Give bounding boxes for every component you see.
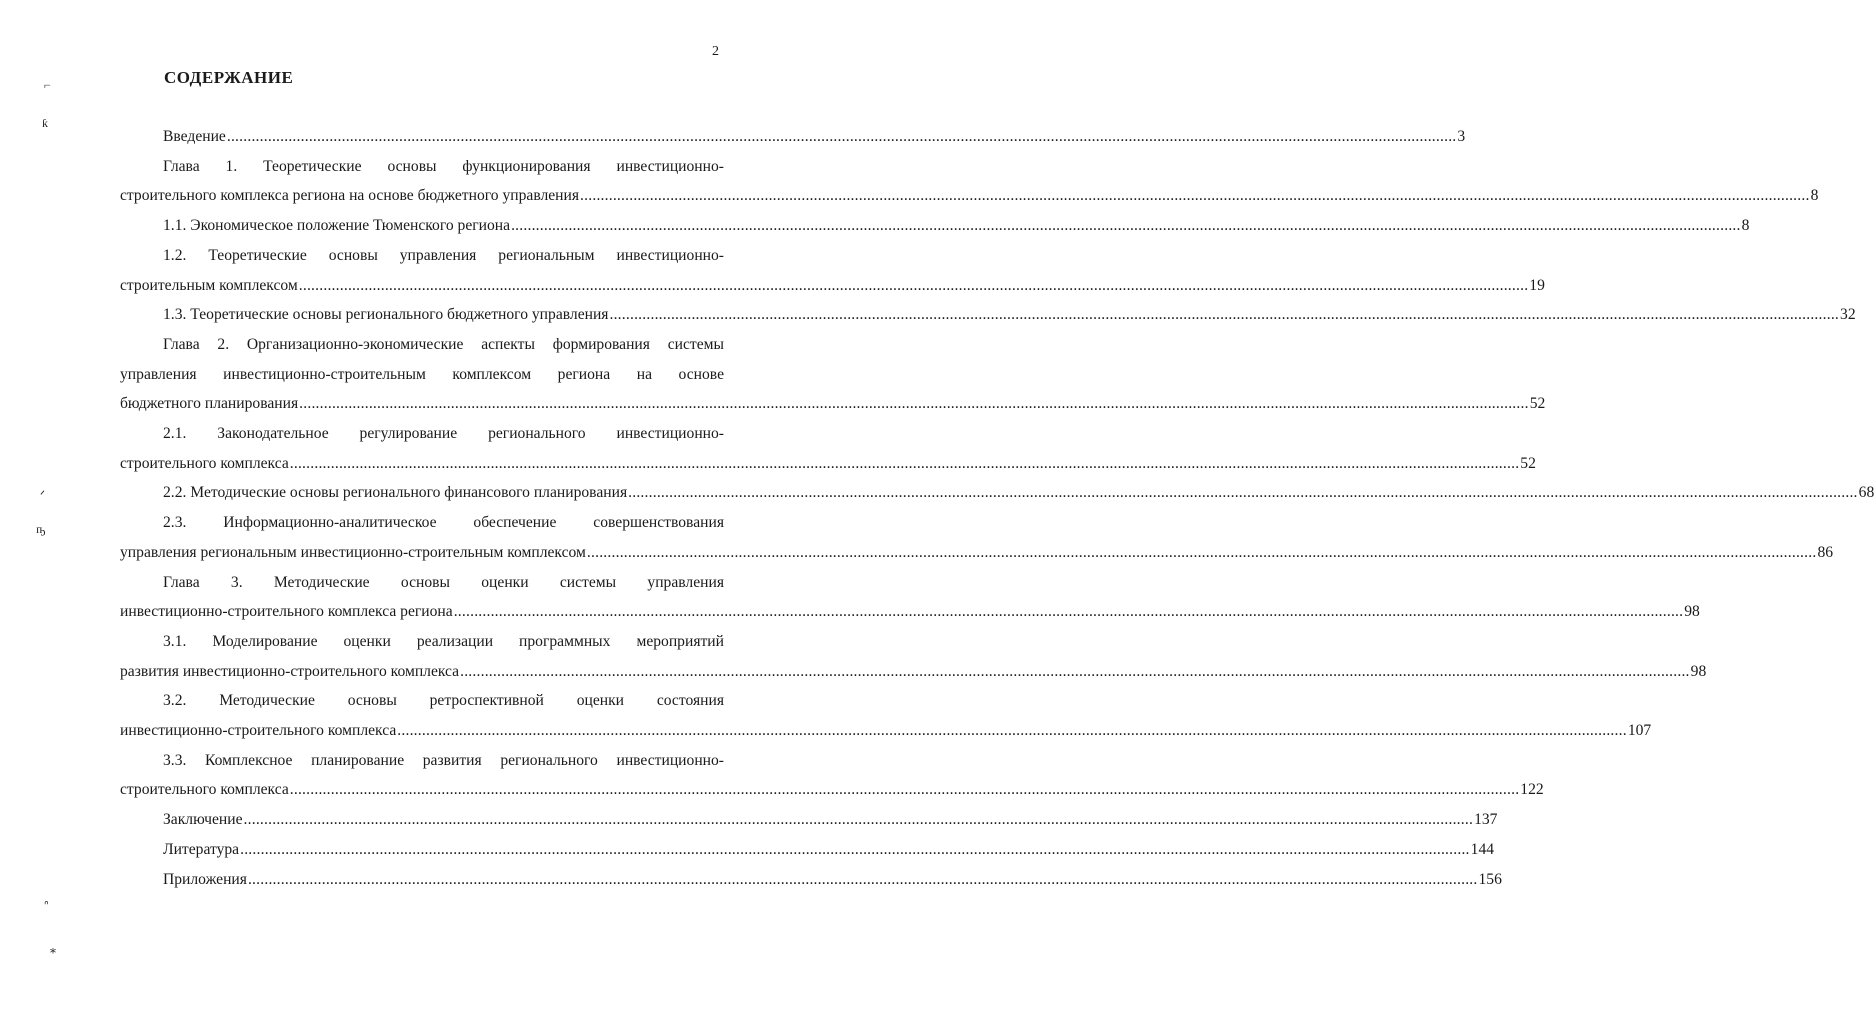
dot-leader: ............................................................................................................................................................................................................................................................................................................ — [453, 603, 1684, 621]
toc-page-number: 98 — [1684, 603, 1700, 621]
dot-leader: ............................................................................................................................................................................................................................................................................................................ — [243, 811, 1474, 829]
toc-page-number: 32 — [1840, 306, 1856, 324]
toc-entry-title: Литература — [163, 840, 240, 858]
toc-entry-title: строительного комплекса — [120, 781, 289, 799]
toc-entry-text: 3.2. Методические основы ретроспективной оценки состояния — [163, 692, 724, 710]
toc-page-number: 156 — [1478, 870, 1502, 888]
toc-entry[interactable] — [120, 300, 1856, 330]
toc-entry-text: 2.3. Информационно-аналитическое обеспечение совершенствования — [163, 514, 724, 532]
table-of-contents — [120, 122, 1874, 894]
toc-entry[interactable] — [120, 746, 1544, 805]
toc-entry-title: развития инвестиционно-строительного комплекса — [120, 662, 460, 680]
toc-page-number: 19 — [1529, 276, 1545, 294]
toc-page-number: 86 — [1817, 543, 1834, 561]
dot-leader: ............................................................................................................................................................................................................................................................................................................ — [289, 781, 1520, 799]
toc-page-number: 52 — [1529, 395, 1546, 413]
toc-entry[interactable] — [120, 152, 1819, 211]
toc-entry-title: строительного комплекса — [120, 454, 289, 472]
scan-mark: ҧ — [36, 522, 46, 536]
toc-page-number: 52 — [1520, 454, 1536, 472]
toc-entry[interactable] — [120, 835, 1495, 865]
toc-entry-title: Заключение — [163, 811, 243, 829]
dot-leader: ............................................................................................................................................................................................................................................................................................................ — [298, 276, 1529, 294]
toc-entry[interactable] — [120, 478, 1874, 508]
page-number: 2 — [712, 44, 719, 59]
toc-page-number: 98 — [1690, 662, 1707, 680]
dot-leader: ............................................................................................................................................................................................................................................................................................................ — [299, 395, 1529, 413]
toc-entry[interactable] — [120, 805, 1498, 835]
scan-mark: ƙ — [42, 116, 48, 130]
toc-page-number: 8 — [1810, 187, 1819, 205]
toc-entry-title: строительного комплекса региона на основе бюджетного управления — [120, 187, 580, 205]
toc-entry-text: 3.1. Моделирование оценки реализации программных мероприятий — [163, 632, 724, 650]
page-title: СОДЕРЖАНИЕ — [164, 68, 294, 87]
toc-entry-title: бюджетного планирования — [120, 395, 299, 413]
scan-mark: ᐢ — [44, 898, 49, 912]
toc-entry[interactable] — [120, 627, 1707, 686]
toc-entry-title: управления региональным инвестиционно-строительным комплексом — [120, 543, 586, 561]
toc-page-number: 122 — [1520, 781, 1544, 799]
toc-entry[interactable] — [120, 330, 1546, 419]
dot-leader: ............................................................................................................................................................................................................................................................................................................ — [511, 217, 1741, 235]
toc-entry-title: инвестиционно-строительного комплекса региона — [120, 603, 453, 621]
toc-page-number: 3 — [1457, 128, 1466, 145]
toc-entry[interactable] — [120, 568, 1700, 627]
dot-leader: ............................................................................................................................................................................................................................................................................................................ — [397, 722, 1627, 740]
toc-page-number: 144 — [1470, 840, 1495, 858]
toc-entry-text: 2.1. Законодательное регулирование регионального инвестиционно- — [163, 425, 724, 443]
toc-entry-text: 3.3. Комплексное планирование развития регионального инвестиционно- — [163, 751, 724, 769]
toc-entry-text: Глава 3. Методические основы оценки системы управления — [163, 573, 724, 591]
scan-mark: ᐟ — [40, 488, 46, 502]
dot-leader: ............................................................................................................................................................................................................................................................................................................ — [247, 870, 1478, 888]
toc-entry[interactable] — [120, 508, 1834, 567]
toc-entry-title: Приложения — [163, 870, 247, 888]
toc-entry[interactable] — [120, 865, 1502, 895]
toc-entry-title: 2.2. Методические основы регионального финансового планирования — [163, 484, 628, 502]
scan-mark: ⌐ — [44, 78, 51, 92]
scan-mark: ⁎ — [50, 942, 56, 956]
toc-entry-text: управления инвестиционно-строительным комплексом региона на основе — [120, 365, 724, 383]
toc-entry-title: Введение — [163, 128, 226, 145]
dot-leader: ............................................................................................................................................................................................................................................................................................................ — [586, 543, 1817, 561]
toc-entry[interactable] — [120, 241, 1545, 300]
dot-leader: ............................................................................................................................................................................................................................................................................................................ — [628, 484, 1858, 502]
dot-leader: ............................................................................................................................................................................................................................................................................................................ — [240, 840, 1470, 858]
dot-leader: ............................................................................................................................................................................................................................................................................................................ — [460, 662, 1690, 680]
toc-entry[interactable] — [120, 419, 1536, 478]
toc-entry-title: 1.1. Экономическое положение Тюменского региона — [163, 217, 511, 235]
dot-leader: ............................................................................................................................................................................................................................................................................................................ — [226, 128, 1457, 145]
toc-page-number: 8 — [1741, 217, 1750, 235]
toc-entry-text: Глава 1. Теоретические основы функционирования инвестиционно- — [163, 157, 724, 175]
toc-entry-text: Глава 2. Организационно-экономические аспекты формирования системы — [163, 335, 724, 353]
dot-leader: ............................................................................................................................................................................................................................................................................................................ — [289, 454, 1520, 472]
toc-entry-title: 1.3. Теоретические основы регионального бюджетного управления — [163, 306, 609, 324]
toc-entry-title: строительным комплексом — [120, 276, 298, 294]
toc-entry-title: инвестиционно-строительного комплекса — [120, 722, 397, 740]
dot-leader: ............................................................................................................................................................................................................................................................................................................ — [580, 187, 1810, 205]
dot-leader: ............................................................................................................................................................................................................................................................................................................ — [609, 306, 1840, 324]
toc-page-number: 137 — [1474, 811, 1498, 829]
toc-entry[interactable] — [120, 686, 1652, 745]
toc-entry[interactable] — [120, 122, 1466, 152]
toc-entry-text: 1.2. Теоретические основы управления региональным инвестиционно- — [163, 246, 724, 264]
toc-page-number: 68 — [1858, 484, 1874, 502]
toc-page-number: 107 — [1627, 722, 1652, 740]
toc-entry[interactable] — [120, 211, 1750, 241]
